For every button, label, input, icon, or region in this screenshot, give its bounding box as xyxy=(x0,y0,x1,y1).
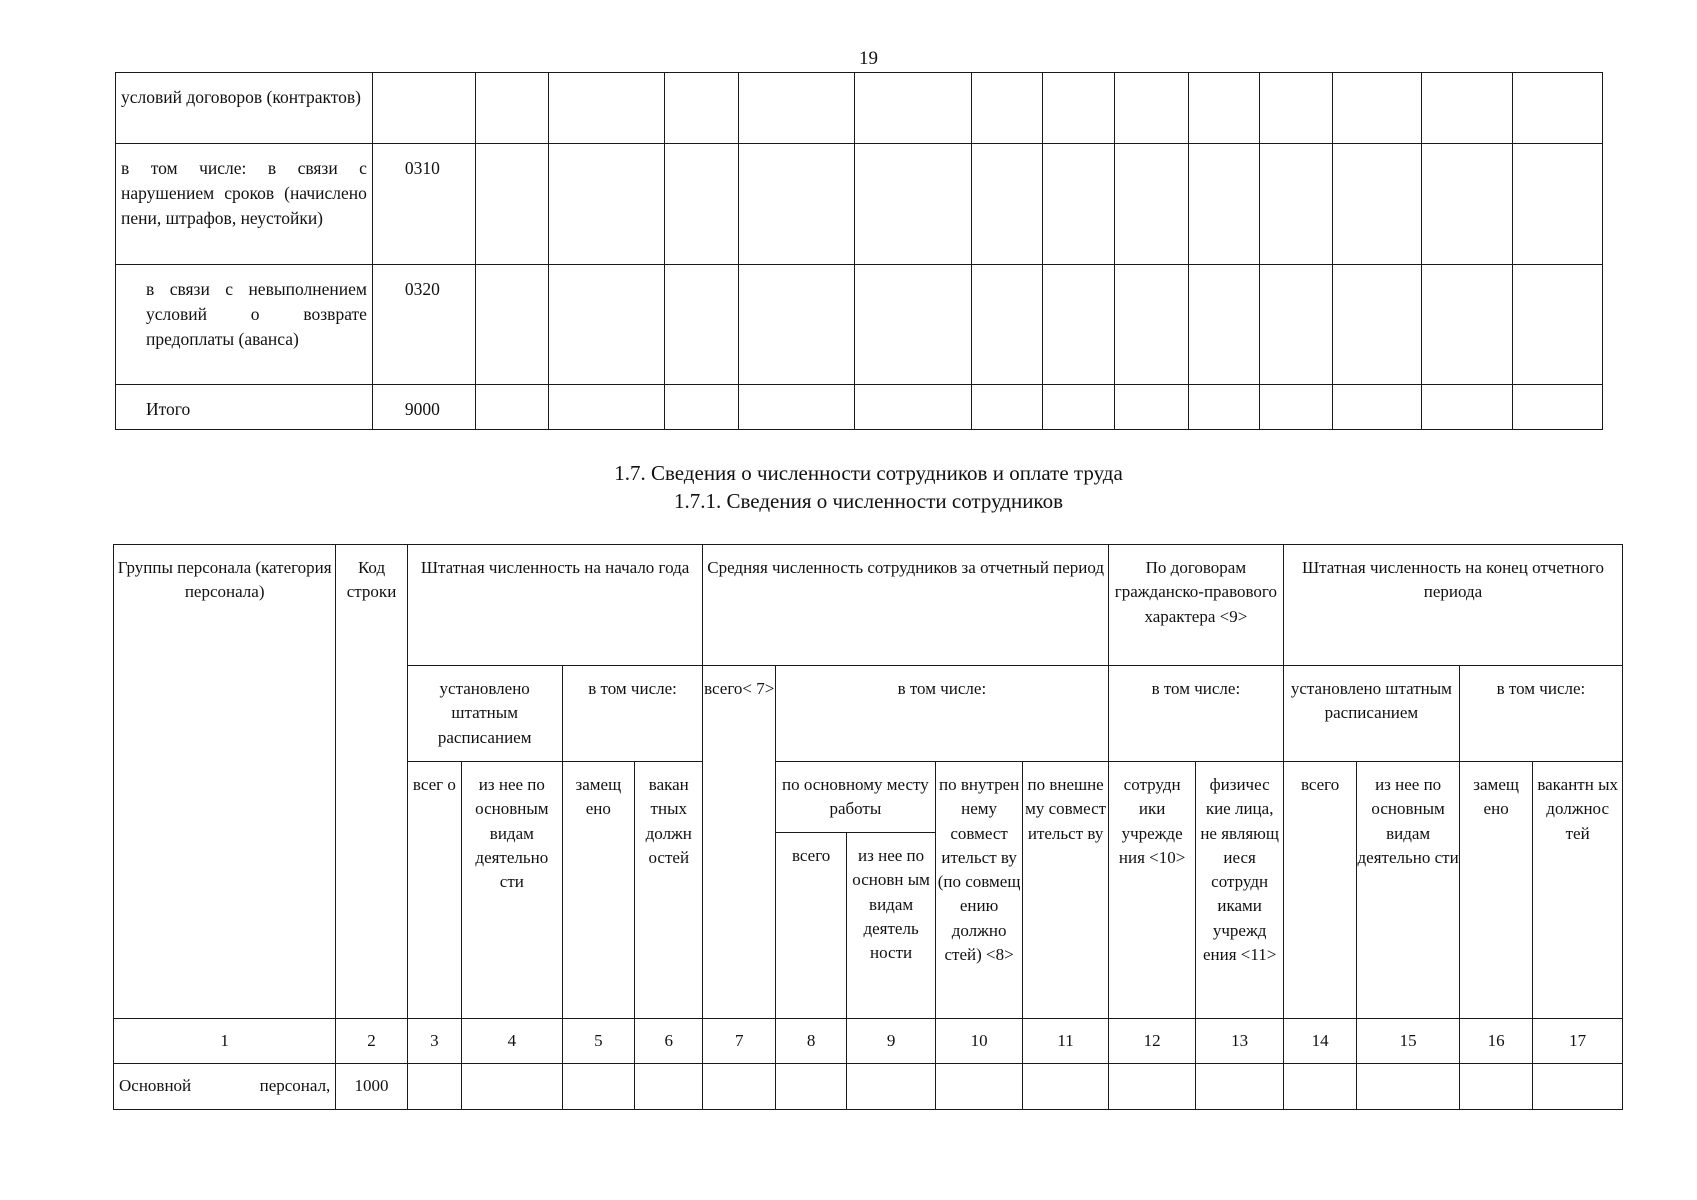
header-main-place: по основному месту работы xyxy=(775,762,935,833)
column-number: 6 xyxy=(635,1019,703,1064)
page-number: 19 xyxy=(859,48,878,69)
header-main-place-total: всего xyxy=(775,833,846,1019)
subsection-title: 1.7.1. Сведения о численности сотрудников xyxy=(674,489,1063,513)
row-code xyxy=(372,73,475,144)
table-row xyxy=(116,73,1603,144)
column-number: 12 xyxy=(1108,1019,1196,1064)
header-main-activity: из нее по основным видам деятельно сти xyxy=(462,762,563,1019)
row-code: 1000 xyxy=(336,1064,407,1110)
header-external: по внешне му совмест ительст ву xyxy=(1023,762,1109,1019)
column-number: 14 xyxy=(1283,1019,1356,1064)
column-number: 7 xyxy=(703,1019,775,1064)
header-incl-end: в том числе: xyxy=(1459,666,1622,762)
header-code: Код строки xyxy=(336,545,407,1019)
header-internal: по внутрен нему совмест ительст ву (по совмещ ению должно стей) <8> xyxy=(935,762,1023,1019)
table-row xyxy=(116,385,1603,430)
row-code: 9000 xyxy=(372,385,475,430)
header-total-end: всего xyxy=(1283,762,1356,1019)
column-number: 2 xyxy=(336,1019,407,1064)
row-code: 0320 xyxy=(372,265,475,385)
section-title: 1.7. Сведения о численности сотрудников и оплате труда xyxy=(614,461,1123,485)
header-incl: в том числе: xyxy=(562,666,703,762)
table-row xyxy=(116,144,1603,265)
header-vacant-end: вакантн ых должнос тей xyxy=(1533,762,1623,1019)
row-label: условий договоров (контрактов) xyxy=(116,73,373,144)
row-label: Основной персонал, xyxy=(114,1064,336,1110)
header-vacant: вакан тных должн остей xyxy=(635,762,703,1019)
header-established: установлено штатным расписанием xyxy=(407,666,562,762)
header-employees: сотрудн ики учрежде ния <10> xyxy=(1108,762,1196,1019)
column-number: 10 xyxy=(935,1019,1023,1064)
column-number: 13 xyxy=(1196,1019,1284,1064)
header-filled-end: замещ ено xyxy=(1459,762,1532,1019)
row-code: 0310 xyxy=(372,144,475,265)
table-row xyxy=(114,1064,1623,1110)
column-number: 1 xyxy=(114,1019,336,1064)
column-number: 15 xyxy=(1357,1019,1460,1064)
table-row xyxy=(116,265,1603,385)
column-number: 17 xyxy=(1533,1019,1623,1064)
header-established-end: установлено штатным расписанием xyxy=(1283,666,1459,762)
column-number: 4 xyxy=(462,1019,563,1064)
expenses-table xyxy=(115,72,1603,430)
header-main-activity-end: из нее по основным видам деятельно сти xyxy=(1357,762,1460,1019)
header-total: всег о xyxy=(407,762,461,1019)
header-total-7: всего< 7> xyxy=(703,666,775,1019)
column-number: 9 xyxy=(847,1019,936,1064)
staff-count-table xyxy=(113,544,1623,1110)
row-label: в том числе: в связи с нарушением сроков (начислено пени, штрафов, неустойки) xyxy=(116,144,373,265)
column-number: 8 xyxy=(775,1019,846,1064)
row-label: Итого xyxy=(116,385,373,430)
header-civil-contracts: По договорам гражданско-правового характера <9> xyxy=(1108,545,1283,666)
header-incl-avg: в том числе: xyxy=(775,666,1108,762)
header-main-place-main: из нее по основн ым видам деятель ности xyxy=(847,833,936,1019)
column-number: 5 xyxy=(562,1019,634,1064)
column-numbers-row xyxy=(114,1019,1623,1064)
header-staff-start: Штатная численность на начало года xyxy=(407,545,703,666)
header-individuals: физичес кие лица, не являющ иеся сотрудн иками учрежд ения <11> xyxy=(1196,762,1284,1019)
header-group: Группы персонала (категория персонала) xyxy=(114,545,336,1019)
column-number: 3 xyxy=(407,1019,461,1064)
header-filled: замещ ено xyxy=(562,762,634,1019)
column-number: 11 xyxy=(1023,1019,1109,1064)
header-incl-civil: в том числе: xyxy=(1108,666,1283,762)
row-label: в связи с невыполнением условий о возврате предоплаты (аванса) xyxy=(116,265,373,385)
header-avg-count: Средняя численность сотрудников за отчетный период xyxy=(703,545,1108,666)
header-staff-end: Штатная численность на конец отчетного периода xyxy=(1283,545,1622,666)
column-number: 16 xyxy=(1459,1019,1532,1064)
